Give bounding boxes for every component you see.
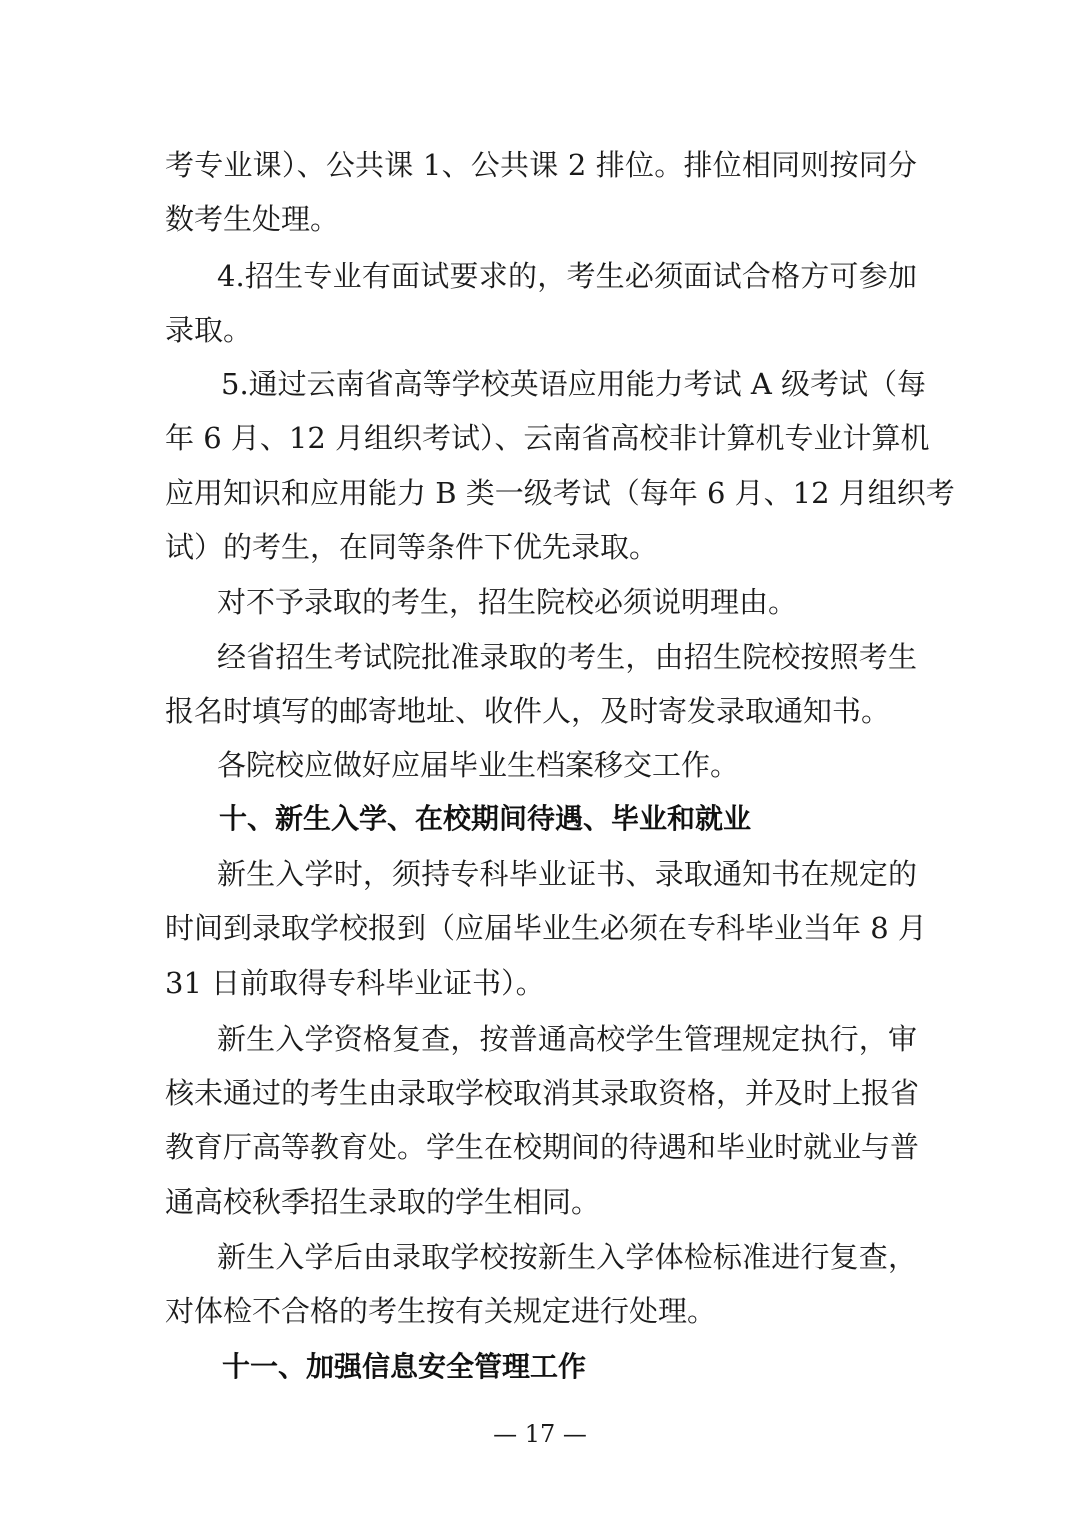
text-line: 录取。 <box>165 313 253 347</box>
text-line: 对体检不合格的考生按有关规定进行处理。 <box>165 1294 717 1328</box>
text-line: 数考生处理。 <box>165 202 340 236</box>
page-number: — 17 — <box>493 1420 587 1448</box>
section-heading: 十一、加强信息安全管理工作 <box>222 1350 587 1383</box>
text-line: 应用知识和应用能力 B 类一级考试（每年 6 月、12 月组织考 <box>165 476 955 510</box>
text-line: 对不予录取的考生，招生院校必须说明理由。 <box>217 585 798 619</box>
text-line: 31 日前取得专科毕业证书）。 <box>165 966 545 1000</box>
text-line: 通高校秋季招生录取的学生相同。 <box>165 1185 601 1219</box>
text-line: 年 6 月、12 月组织考试）、云南省高校非计算机专业计算机 <box>165 421 930 455</box>
section-heading: 十、新生入学、在校期间待遇、毕业和就业 <box>219 802 752 835</box>
text-line: 报名时填写的邮寄地址、收件人，及时寄发录取通知书。 <box>165 694 891 728</box>
text-line: 时间到录取学校报到（应届毕业生必须在专科毕业当年 8 月 <box>165 911 927 945</box>
text-line: 试）的考生，在同等条件下优先录取。 <box>165 530 659 564</box>
text-line: 经省招生考试院批准录取的考生，由招生院校按照考生 <box>217 640 917 674</box>
text-line: 新生入学资格复查，按普通高校学生管理规定执行，审 <box>217 1022 917 1056</box>
text-line: 5.通过云南省高等学校英语应用能力考试 A 级考试（每 <box>221 367 927 401</box>
text-line: 新生入学后由录取学校按新生入学体检标准进行复查， <box>217 1240 917 1274</box>
text-line: 考专业课）、公共课 1、公共课 2 排位。排位相同则按同分 <box>165 148 917 182</box>
text-line: 各院校应做好应届毕业生档案移交工作。 <box>217 748 740 782</box>
text-line: 核未通过的考生由录取学校取消其录取资格，并及时上报省 <box>165 1076 920 1110</box>
text-line: 新生入学时，须持专科毕业证书、录取通知书在规定的 <box>217 857 917 891</box>
text-line: 教育厅高等教育处。学生在校期间的待遇和毕业时就业与普 <box>165 1130 920 1164</box>
text-line: 4.招生专业有面试要求的，考生必须面试合格方可参加 <box>217 259 917 293</box>
